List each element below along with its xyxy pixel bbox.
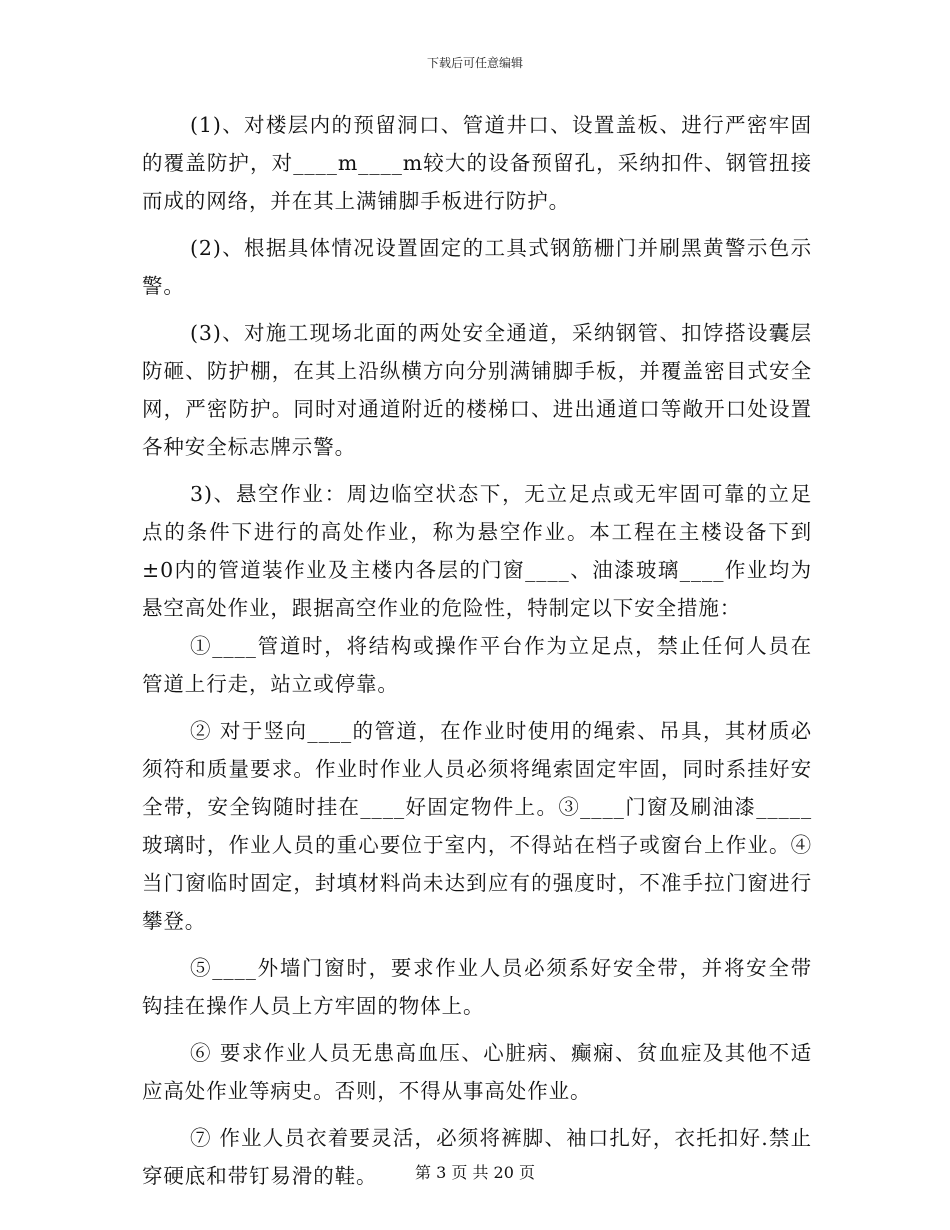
paragraph-safety-passage: (3)、对施工现场北面的两处安全通道，采纳钢管、扣饽搭设囊层防砸、防护棚，在其上沿纵横方向分别满铺脚手板，并覆盖密目式安全网，严密防护。同时对通道附近的楼梯口、进出通道口等敞开口处设置各种安全标志牌示警。 (142, 321, 812, 459)
paragraph-steel-gate: (2)、根据具体情况设置固定的工具式钢筋栅门并刷黑黄警示色示警。 (142, 236, 812, 298)
page-number: 第 3 页 共 20 页 (415, 1163, 535, 1182)
document-body (142, 106, 812, 1195)
paragraph-suspended-work: 3)、悬空作业：周边临空状态下，无立足点或无牢固可靠的立足点的条件下进行的高处作业，称为悬空作业。本工程在主楼设备下到±0内的管道装作业及主楼内各层的门窗____、油漆玻璃____作业均为悬空高处作业，跟据高空作业的危险性，特制定以下安全措施： (142, 482, 812, 620)
paragraph-measure-7: ⑦ 作业人员衣着要灵活，必须将裤脚、袖口扎好，衣托扣好.禁止穿硬底和带钉易滑的鞋。 (142, 1126, 812, 1188)
paragraph-measure-1: ①____管道时，将结构或操作平台作为立足点，禁止任何人员在管道上行走，站立或停靠。 (142, 634, 812, 696)
paragraph-measure-5: ⑤____外墙门窗时，要求作业人员必须系好安全带，并将安全带钩挂在操作人员上方牢固的物体上。 (142, 956, 812, 1018)
paragraph-cover-protection: (1)、对楼层内的预留洞口、管道井口、设置盖板、进行严密牢固的覆盖防护，对____m____m较大的设备预留孔，采纳扣件、钢管扭接而成的网络，并在其上满铺脚手板进行防护。 (142, 113, 812, 213)
paragraph-measure-2-4: ② 对于竖向____的管道，在作业时使用的绳索、吊具，其材质必须符和质量要求。作业时作业人员必须将绳索固定牢固，同时系挂好安全带，安全钩随时挂在____好固定物件上。③____门窗及刷油漆_____玻璃时，作业人员的重心要位于室内，不得站在档子或窗台上作业。④当门窗临时固定，封填材料尚未达到应有的强度时，不准手拉门窗进行攀登。 (142, 719, 812, 933)
paragraph-measure-6: ⑥ 要求作业人员无患高血压、心脏病、癫痫、贫血症及其他不适应高处作业等病史。否则，不得从事高处作业。 (142, 1041, 812, 1103)
page-header: 下载后可任意编辑 (426, 56, 523, 70)
